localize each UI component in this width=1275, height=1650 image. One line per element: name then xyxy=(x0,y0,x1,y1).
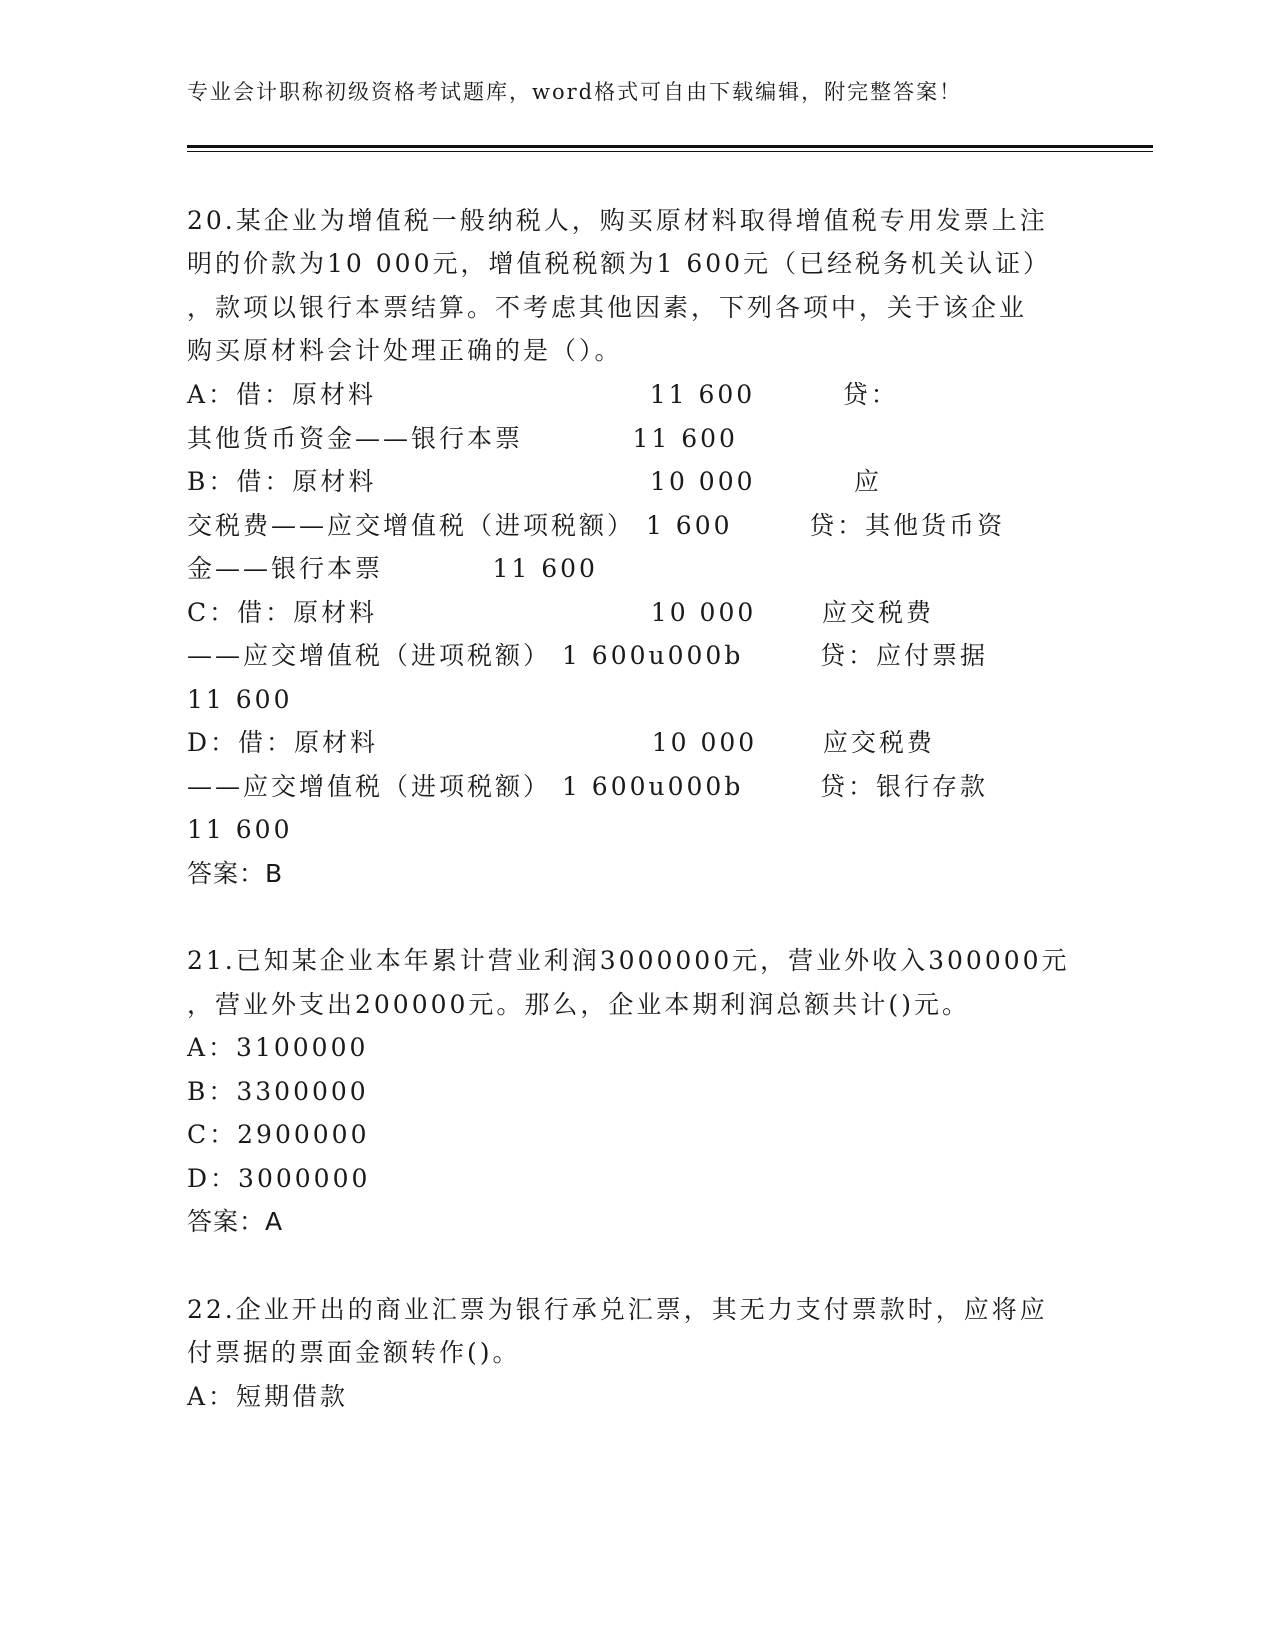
question-20-option-line: A：借：原材料 11 600 贷： xyxy=(187,380,899,409)
question-20-option-line: D：借：原材料 10 000 应交税费 xyxy=(187,728,935,757)
question-20-option-line: 金——银行本票 11 600 xyxy=(187,554,598,583)
question-20-option-line: 11 600 xyxy=(187,685,293,714)
question-21-stem-line: ，营业外支出200000元。那么，企业本期利润总额共计()元。 xyxy=(187,990,970,1019)
question-20-option-line: 11 600 xyxy=(187,815,293,844)
question-21-option-c: C：2900000 xyxy=(187,1120,370,1149)
header-rule-thin xyxy=(187,151,1153,152)
question-20-option-line: ——应交增值税（进项税额） 1 600u000b 贷：银行存款 xyxy=(187,772,988,801)
question-22-option-a: A：短期借款 xyxy=(187,1382,349,1411)
page-header: 专业会计职称初级资格考试题库，word格式可自由下载编辑，附完整答案！ xyxy=(187,80,963,104)
question-20-answer: 答案：B xyxy=(187,859,284,888)
question-21-stem-line: 21.已知某企业本年累计营业利润3000000元，营业外收入300000元 xyxy=(187,946,1070,975)
question-20-option-line: ——应交增值税（进项税额） 1 600u000b 贷：应付票据 xyxy=(187,641,988,670)
question-22-stem-line: 22.企业开出的商业汇票为银行承兑汇票，其无力支付票款时，应将应 xyxy=(187,1295,1048,1324)
header-rule-thick xyxy=(187,145,1153,148)
question-20-option-line: B：借：原材料 10 000 应 xyxy=(187,467,883,496)
question-20-option-line: 交税费——应交增值税（进项税额） 1 600 贷：其他货币资 xyxy=(187,511,1006,540)
question-21-option-d: D：3000000 xyxy=(187,1164,371,1193)
question-20-stem-line: ，款项以银行本票结算。不考虑其他因素，下列各项中，关于该企业 xyxy=(187,293,1028,322)
question-20-stem-line: 购买原材料会计处理正确的是（）。 xyxy=(187,336,623,365)
question-21-option-b: B：3300000 xyxy=(187,1077,369,1106)
question-21-option-a: A：3100000 xyxy=(187,1033,369,1062)
question-20-option-line: C：借：原材料 10 000 应交税费 xyxy=(187,598,934,627)
question-20-stem-line: 明的价款为10 000元，增值税税额为1 600元（已经税务机关认证） xyxy=(187,249,1052,278)
question-20-stem-line: 20.某企业为增值税一般纳税人，购买原材料取得增值税专用发票上注 xyxy=(187,206,1048,235)
question-22-stem-line: 付票据的票面金额转作()。 xyxy=(187,1338,521,1367)
question-20-option-line: 其他货币资金——银行本票 11 600 xyxy=(187,424,738,453)
question-21-answer: 答案：A xyxy=(187,1207,284,1236)
